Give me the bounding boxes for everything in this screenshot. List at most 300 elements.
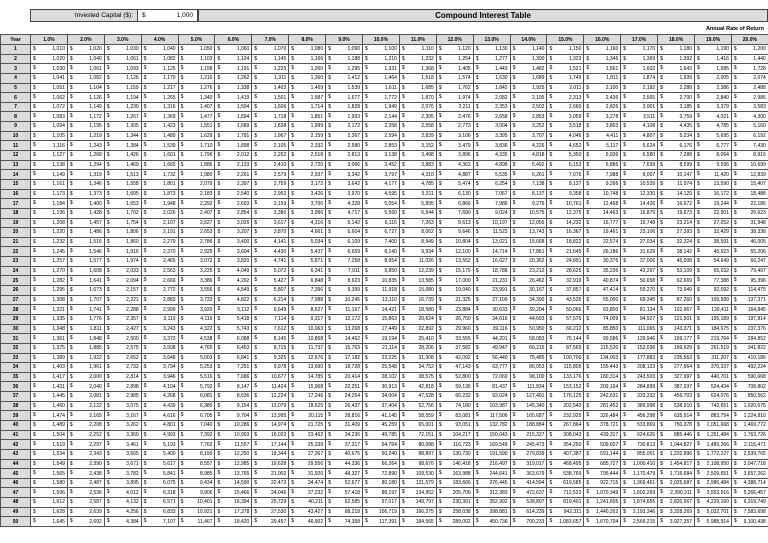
value-cell[interactable] bbox=[621, 170, 658, 180]
value-cell[interactable] bbox=[363, 64, 400, 74]
value-cell[interactable] bbox=[584, 430, 621, 440]
value-cell[interactable] bbox=[436, 237, 473, 247]
value-cell[interactable] bbox=[178, 228, 215, 238]
value-cell[interactable] bbox=[252, 199, 289, 209]
value-cell[interactable] bbox=[326, 498, 363, 508]
value-cell[interactable] bbox=[547, 314, 584, 324]
value-cell[interactable] bbox=[178, 102, 215, 112]
value-cell[interactable] bbox=[584, 382, 621, 392]
value-cell[interactable] bbox=[547, 286, 584, 296]
value-cell[interactable] bbox=[67, 498, 104, 508]
value-cell[interactable] bbox=[67, 401, 104, 411]
value-cell[interactable] bbox=[326, 141, 363, 151]
value-cell[interactable] bbox=[67, 208, 104, 218]
value-cell[interactable] bbox=[141, 411, 178, 421]
value-cell[interactable] bbox=[510, 314, 547, 324]
value-cell[interactable] bbox=[104, 449, 141, 459]
value-cell[interactable] bbox=[104, 276, 141, 286]
value-cell[interactable] bbox=[621, 131, 658, 141]
value-cell[interactable] bbox=[67, 469, 104, 479]
value-cell[interactable] bbox=[731, 401, 768, 411]
value-cell[interactable] bbox=[695, 314, 732, 324]
value-cell[interactable] bbox=[215, 179, 252, 189]
value-cell[interactable] bbox=[141, 324, 178, 334]
value-cell[interactable] bbox=[731, 141, 768, 151]
value-cell[interactable] bbox=[363, 208, 400, 218]
value-cell[interactable] bbox=[67, 170, 104, 180]
value-cell[interactable] bbox=[731, 208, 768, 218]
value-cell[interactable] bbox=[363, 122, 400, 132]
value-cell[interactable] bbox=[326, 507, 363, 517]
value-cell[interactable] bbox=[289, 266, 326, 276]
value-cell[interactable] bbox=[289, 459, 326, 469]
value-cell[interactable] bbox=[584, 401, 621, 411]
value-cell[interactable] bbox=[104, 420, 141, 430]
value-cell[interactable] bbox=[473, 401, 510, 411]
value-cell[interactable] bbox=[399, 440, 436, 450]
value-cell[interactable] bbox=[31, 218, 68, 228]
value-cell[interactable] bbox=[67, 199, 104, 209]
value-cell[interactable] bbox=[695, 151, 732, 161]
value-cell[interactable] bbox=[436, 440, 473, 450]
value-cell[interactable] bbox=[363, 440, 400, 450]
value-cell[interactable] bbox=[473, 257, 510, 267]
value-cell[interactable] bbox=[621, 266, 658, 276]
value-cell[interactable] bbox=[67, 131, 104, 141]
value-cell[interactable] bbox=[178, 141, 215, 151]
value-cell[interactable] bbox=[31, 286, 68, 296]
value-cell[interactable] bbox=[731, 507, 768, 517]
value-cell[interactable] bbox=[67, 430, 104, 440]
value-cell[interactable] bbox=[436, 430, 473, 440]
value-cell[interactable] bbox=[215, 276, 252, 286]
value-cell[interactable] bbox=[67, 324, 104, 334]
value-cell[interactable] bbox=[547, 122, 584, 132]
value-cell[interactable] bbox=[326, 411, 363, 421]
value-cell[interactable] bbox=[584, 228, 621, 238]
value-cell[interactable] bbox=[141, 131, 178, 141]
value-cell[interactable] bbox=[436, 266, 473, 276]
value-cell[interactable] bbox=[695, 122, 732, 132]
value-cell[interactable] bbox=[326, 392, 363, 402]
value-cell[interactable] bbox=[215, 122, 252, 132]
value-cell[interactable] bbox=[104, 430, 141, 440]
value-cell[interactable] bbox=[178, 478, 215, 488]
value-cell[interactable] bbox=[399, 141, 436, 151]
value-cell[interactable] bbox=[326, 54, 363, 64]
value-cell[interactable] bbox=[31, 401, 68, 411]
value-cell[interactable] bbox=[731, 305, 768, 315]
value-cell[interactable] bbox=[31, 93, 68, 103]
value-cell[interactable] bbox=[547, 469, 584, 479]
value-cell[interactable] bbox=[547, 382, 584, 392]
value-cell[interactable] bbox=[731, 411, 768, 421]
value-cell[interactable] bbox=[141, 449, 178, 459]
value-cell[interactable] bbox=[399, 228, 436, 238]
value-cell[interactable] bbox=[31, 382, 68, 392]
value-cell[interactable] bbox=[510, 160, 547, 170]
value-cell[interactable] bbox=[658, 228, 695, 238]
value-cell[interactable] bbox=[67, 266, 104, 276]
value-cell[interactable] bbox=[289, 73, 326, 83]
value-cell[interactable] bbox=[215, 401, 252, 411]
value-cell[interactable] bbox=[326, 276, 363, 286]
value-cell[interactable] bbox=[547, 440, 584, 450]
value-cell[interactable] bbox=[363, 199, 400, 209]
value-cell[interactable] bbox=[178, 237, 215, 247]
value-cell[interactable] bbox=[363, 131, 400, 141]
value-cell[interactable] bbox=[104, 160, 141, 170]
value-cell[interactable] bbox=[215, 189, 252, 199]
value-cell[interactable] bbox=[731, 498, 768, 508]
value-cell[interactable] bbox=[731, 199, 768, 209]
value-cell[interactable] bbox=[731, 237, 768, 247]
value-cell[interactable] bbox=[436, 102, 473, 112]
value-cell[interactable] bbox=[621, 247, 658, 257]
value-cell[interactable] bbox=[104, 45, 141, 55]
value-cell[interactable] bbox=[473, 411, 510, 421]
value-cell[interactable] bbox=[104, 189, 141, 199]
value-cell[interactable] bbox=[510, 247, 547, 257]
value-cell[interactable] bbox=[326, 372, 363, 382]
value-cell[interactable] bbox=[178, 218, 215, 228]
value-cell[interactable] bbox=[510, 363, 547, 373]
value-cell[interactable] bbox=[731, 353, 768, 363]
value-cell[interactable] bbox=[289, 488, 326, 498]
value-cell[interactable] bbox=[326, 420, 363, 430]
value-cell[interactable] bbox=[658, 199, 695, 209]
value-cell[interactable] bbox=[141, 170, 178, 180]
value-cell[interactable] bbox=[31, 83, 68, 93]
value-cell[interactable] bbox=[215, 498, 252, 508]
value-cell[interactable] bbox=[621, 334, 658, 344]
value-cell[interactable] bbox=[289, 276, 326, 286]
value-cell[interactable] bbox=[67, 440, 104, 450]
value-cell[interactable] bbox=[326, 102, 363, 112]
value-cell[interactable] bbox=[289, 208, 326, 218]
value-cell[interactable] bbox=[252, 247, 289, 257]
value-cell[interactable] bbox=[141, 64, 178, 74]
value-cell[interactable] bbox=[584, 372, 621, 382]
value-cell[interactable] bbox=[289, 237, 326, 247]
value-cell[interactable] bbox=[141, 478, 178, 488]
value-cell[interactable] bbox=[363, 151, 400, 161]
value-cell[interactable] bbox=[621, 179, 658, 189]
value-cell[interactable] bbox=[510, 257, 547, 267]
value-cell[interactable] bbox=[436, 199, 473, 209]
value-cell[interactable] bbox=[215, 372, 252, 382]
value-cell[interactable] bbox=[141, 498, 178, 508]
value-cell[interactable] bbox=[731, 334, 768, 344]
value-cell[interactable] bbox=[658, 102, 695, 112]
value-cell[interactable] bbox=[584, 151, 621, 161]
value-cell[interactable] bbox=[141, 488, 178, 498]
value-cell[interactable] bbox=[67, 141, 104, 151]
value-cell[interactable] bbox=[473, 189, 510, 199]
value-cell[interactable] bbox=[695, 247, 732, 257]
value-cell[interactable] bbox=[326, 45, 363, 55]
value-cell[interactable] bbox=[436, 392, 473, 402]
value-cell[interactable] bbox=[31, 73, 68, 83]
value-cell[interactable] bbox=[31, 488, 68, 498]
value-cell[interactable] bbox=[399, 54, 436, 64]
value-cell[interactable] bbox=[399, 459, 436, 469]
value-cell[interactable] bbox=[621, 93, 658, 103]
value-cell[interactable] bbox=[731, 314, 768, 324]
value-cell[interactable] bbox=[104, 122, 141, 132]
value-cell[interactable] bbox=[104, 102, 141, 112]
value-cell[interactable] bbox=[289, 151, 326, 161]
value-cell[interactable] bbox=[178, 189, 215, 199]
value-cell[interactable] bbox=[731, 73, 768, 83]
value-cell[interactable] bbox=[621, 112, 658, 122]
value-cell[interactable] bbox=[695, 382, 732, 392]
value-cell[interactable] bbox=[621, 295, 658, 305]
value-cell[interactable] bbox=[104, 112, 141, 122]
value-cell[interactable] bbox=[473, 102, 510, 112]
value-cell[interactable] bbox=[695, 449, 732, 459]
value-cell[interactable] bbox=[584, 488, 621, 498]
value-cell[interactable] bbox=[399, 498, 436, 508]
value-cell[interactable] bbox=[621, 73, 658, 83]
value-cell[interactable] bbox=[510, 343, 547, 353]
value-cell[interactable] bbox=[326, 208, 363, 218]
value-cell[interactable] bbox=[178, 257, 215, 267]
value-cell[interactable] bbox=[658, 73, 695, 83]
value-cell[interactable] bbox=[658, 218, 695, 228]
value-cell[interactable] bbox=[436, 54, 473, 64]
value-cell[interactable] bbox=[67, 392, 104, 402]
value-cell[interactable] bbox=[436, 93, 473, 103]
value-cell[interactable] bbox=[584, 498, 621, 508]
value-cell[interactable] bbox=[399, 160, 436, 170]
value-cell[interactable] bbox=[67, 83, 104, 93]
value-cell[interactable] bbox=[658, 440, 695, 450]
value-cell[interactable] bbox=[621, 372, 658, 382]
value-cell[interactable] bbox=[547, 151, 584, 161]
value-cell[interactable] bbox=[252, 459, 289, 469]
value-cell[interactable] bbox=[510, 112, 547, 122]
value-cell[interactable] bbox=[31, 343, 68, 353]
value-cell[interactable] bbox=[473, 151, 510, 161]
value-cell[interactable] bbox=[31, 314, 68, 324]
value-cell[interactable] bbox=[178, 469, 215, 479]
value-cell[interactable] bbox=[289, 199, 326, 209]
value-cell[interactable] bbox=[473, 469, 510, 479]
value-cell[interactable] bbox=[399, 517, 436, 527]
value-cell[interactable] bbox=[141, 228, 178, 238]
value-cell[interactable] bbox=[326, 286, 363, 296]
value-cell[interactable] bbox=[547, 208, 584, 218]
value-cell[interactable] bbox=[31, 517, 68, 527]
value-cell[interactable] bbox=[473, 363, 510, 373]
value-cell[interactable] bbox=[252, 401, 289, 411]
value-cell[interactable] bbox=[547, 276, 584, 286]
value-cell[interactable] bbox=[252, 420, 289, 430]
value-cell[interactable] bbox=[473, 286, 510, 296]
value-cell[interactable] bbox=[547, 112, 584, 122]
value-cell[interactable] bbox=[104, 131, 141, 141]
value-cell[interactable] bbox=[141, 160, 178, 170]
value-cell[interactable] bbox=[363, 295, 400, 305]
value-cell[interactable] bbox=[252, 102, 289, 112]
value-cell[interactable] bbox=[215, 199, 252, 209]
value-cell[interactable] bbox=[510, 276, 547, 286]
value-cell[interactable] bbox=[326, 266, 363, 276]
value-cell[interactable] bbox=[326, 469, 363, 479]
value-cell[interactable] bbox=[67, 295, 104, 305]
value-cell[interactable] bbox=[658, 64, 695, 74]
value-cell[interactable] bbox=[547, 517, 584, 527]
value-cell[interactable] bbox=[584, 324, 621, 334]
value-cell[interactable] bbox=[141, 286, 178, 296]
value-cell[interactable] bbox=[31, 372, 68, 382]
value-cell[interactable] bbox=[141, 353, 178, 363]
value-cell[interactable] bbox=[31, 411, 68, 421]
value-cell[interactable] bbox=[67, 237, 104, 247]
value-cell[interactable] bbox=[252, 54, 289, 64]
value-cell[interactable] bbox=[399, 189, 436, 199]
value-cell[interactable] bbox=[731, 449, 768, 459]
value-cell[interactable] bbox=[436, 151, 473, 161]
value-cell[interactable] bbox=[436, 179, 473, 189]
value-cell[interactable] bbox=[289, 449, 326, 459]
value-cell[interactable] bbox=[658, 170, 695, 180]
value-cell[interactable] bbox=[436, 488, 473, 498]
value-cell[interactable] bbox=[363, 411, 400, 421]
value-cell[interactable] bbox=[621, 276, 658, 286]
value-cell[interactable] bbox=[104, 305, 141, 315]
value-cell[interactable] bbox=[363, 507, 400, 517]
value-cell[interactable] bbox=[584, 54, 621, 64]
value-cell[interactable] bbox=[31, 305, 68, 315]
value-cell[interactable] bbox=[547, 170, 584, 180]
value-cell[interactable] bbox=[289, 353, 326, 363]
value-cell[interactable] bbox=[473, 83, 510, 93]
value-cell[interactable] bbox=[547, 266, 584, 276]
value-cell[interactable] bbox=[141, 266, 178, 276]
value-cell[interactable] bbox=[695, 517, 732, 527]
value-cell[interactable] bbox=[326, 73, 363, 83]
value-cell[interactable] bbox=[399, 218, 436, 228]
value-cell[interactable] bbox=[510, 54, 547, 64]
value-cell[interactable] bbox=[67, 363, 104, 373]
value-cell[interactable] bbox=[621, 189, 658, 199]
value-cell[interactable] bbox=[547, 247, 584, 257]
value-cell[interactable] bbox=[731, 363, 768, 373]
value-cell[interactable] bbox=[695, 160, 732, 170]
value-cell[interactable] bbox=[547, 459, 584, 469]
value-cell[interactable] bbox=[67, 507, 104, 517]
value-cell[interactable] bbox=[363, 276, 400, 286]
value-cell[interactable] bbox=[178, 73, 215, 83]
value-cell[interactable] bbox=[363, 286, 400, 296]
value-cell[interactable] bbox=[326, 151, 363, 161]
value-cell[interactable] bbox=[215, 83, 252, 93]
value-cell[interactable] bbox=[178, 488, 215, 498]
value-cell[interactable] bbox=[658, 151, 695, 161]
value-cell[interactable] bbox=[695, 179, 732, 189]
value-cell[interactable] bbox=[695, 83, 732, 93]
value-cell[interactable] bbox=[473, 459, 510, 469]
value-cell[interactable] bbox=[363, 343, 400, 353]
value-cell[interactable] bbox=[289, 257, 326, 267]
value-cell[interactable] bbox=[731, 179, 768, 189]
value-cell[interactable] bbox=[252, 228, 289, 238]
value-cell[interactable] bbox=[215, 228, 252, 238]
value-cell[interactable] bbox=[141, 122, 178, 132]
value-cell[interactable] bbox=[731, 218, 768, 228]
value-cell[interactable] bbox=[436, 45, 473, 55]
value-cell[interactable] bbox=[399, 122, 436, 132]
value-cell[interactable] bbox=[473, 392, 510, 402]
value-cell[interactable] bbox=[473, 382, 510, 392]
value-cell[interactable] bbox=[695, 401, 732, 411]
value-cell[interactable] bbox=[252, 122, 289, 132]
value-cell[interactable] bbox=[289, 478, 326, 488]
value-cell[interactable] bbox=[399, 151, 436, 161]
value-cell[interactable] bbox=[215, 73, 252, 83]
value-cell[interactable] bbox=[252, 517, 289, 527]
value-cell[interactable] bbox=[289, 314, 326, 324]
value-cell[interactable] bbox=[547, 131, 584, 141]
value-cell[interactable] bbox=[547, 363, 584, 373]
value-cell[interactable] bbox=[621, 392, 658, 402]
value-cell[interactable] bbox=[363, 73, 400, 83]
value-cell[interactable] bbox=[141, 151, 178, 161]
value-cell[interactable] bbox=[547, 45, 584, 55]
value-cell[interactable] bbox=[399, 314, 436, 324]
value-cell[interactable] bbox=[141, 420, 178, 430]
value-cell[interactable] bbox=[731, 459, 768, 469]
value-cell[interactable] bbox=[326, 112, 363, 122]
value-cell[interactable] bbox=[658, 314, 695, 324]
value-cell[interactable] bbox=[547, 237, 584, 247]
value-cell[interactable] bbox=[731, 295, 768, 305]
value-cell[interactable] bbox=[547, 305, 584, 315]
value-cell[interactable] bbox=[178, 420, 215, 430]
value-cell[interactable] bbox=[141, 83, 178, 93]
value-cell[interactable] bbox=[252, 83, 289, 93]
value-cell[interactable] bbox=[510, 73, 547, 83]
value-cell[interactable] bbox=[731, 266, 768, 276]
value-cell[interactable] bbox=[473, 170, 510, 180]
value-cell[interactable] bbox=[326, 189, 363, 199]
value-cell[interactable] bbox=[695, 73, 732, 83]
value-cell[interactable] bbox=[547, 343, 584, 353]
value-cell[interactable] bbox=[584, 45, 621, 55]
value-cell[interactable] bbox=[31, 122, 68, 132]
value-cell[interactable] bbox=[289, 131, 326, 141]
value-cell[interactable] bbox=[473, 160, 510, 170]
value-cell[interactable] bbox=[621, 382, 658, 392]
value-cell[interactable] bbox=[658, 266, 695, 276]
value-cell[interactable] bbox=[473, 517, 510, 527]
value-cell[interactable] bbox=[363, 401, 400, 411]
value-cell[interactable] bbox=[104, 488, 141, 498]
value-cell[interactable] bbox=[141, 314, 178, 324]
value-cell[interactable] bbox=[31, 324, 68, 334]
value-cell[interactable] bbox=[178, 507, 215, 517]
value-cell[interactable] bbox=[363, 488, 400, 498]
value-cell[interactable] bbox=[141, 517, 178, 527]
value-cell[interactable] bbox=[584, 314, 621, 324]
value-cell[interactable] bbox=[326, 343, 363, 353]
value-cell[interactable] bbox=[436, 372, 473, 382]
value-cell[interactable] bbox=[289, 363, 326, 373]
value-cell[interactable] bbox=[141, 276, 178, 286]
value-cell[interactable] bbox=[510, 199, 547, 209]
